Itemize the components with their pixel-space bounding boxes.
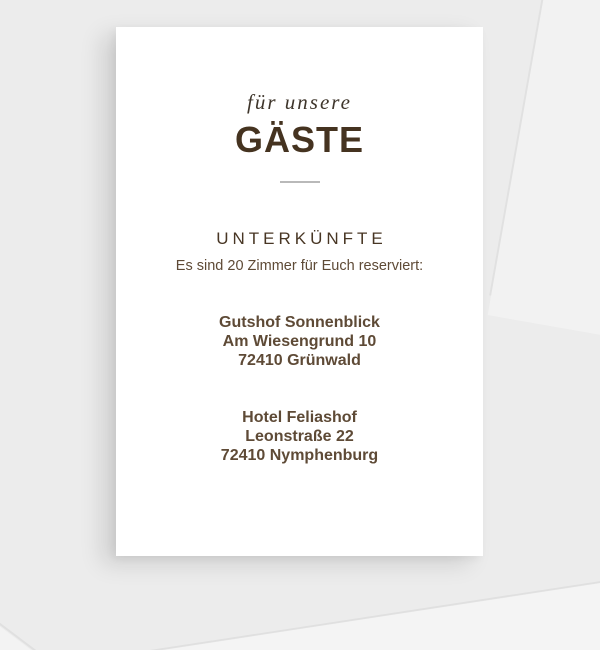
- accommodation-street: Am Wiesengrund 10: [222, 333, 377, 350]
- title-divider: [280, 181, 320, 183]
- backdrop-sheet-right: [488, 0, 600, 367]
- accommodation-city: 72410 Nymphenburg: [220, 447, 379, 464]
- script-greeting: für unsere: [247, 90, 352, 114]
- card-title: GÄSTE: [234, 119, 364, 160]
- stationery-card: [116, 27, 483, 556]
- section-subtitle: Es sind 20 Zimmer für Euch reserviert:: [175, 258, 424, 274]
- accommodation-block: [116, 313, 483, 370]
- accommodation-name: Hotel Feliashof: [242, 409, 357, 426]
- section-heading: UNTERKÜNFTE: [216, 229, 387, 248]
- accommodation-block: [116, 408, 483, 465]
- backdrop-sheet-corner: [0, 622, 45, 650]
- accommodation-street: Leonstraße 22: [245, 428, 354, 445]
- backdrop-sheet-bottom: [148, 567, 600, 650]
- accommodation-name: Gutshof Sonnenblick: [219, 314, 380, 331]
- accommodation-city: 72410 Grünwald: [238, 352, 361, 369]
